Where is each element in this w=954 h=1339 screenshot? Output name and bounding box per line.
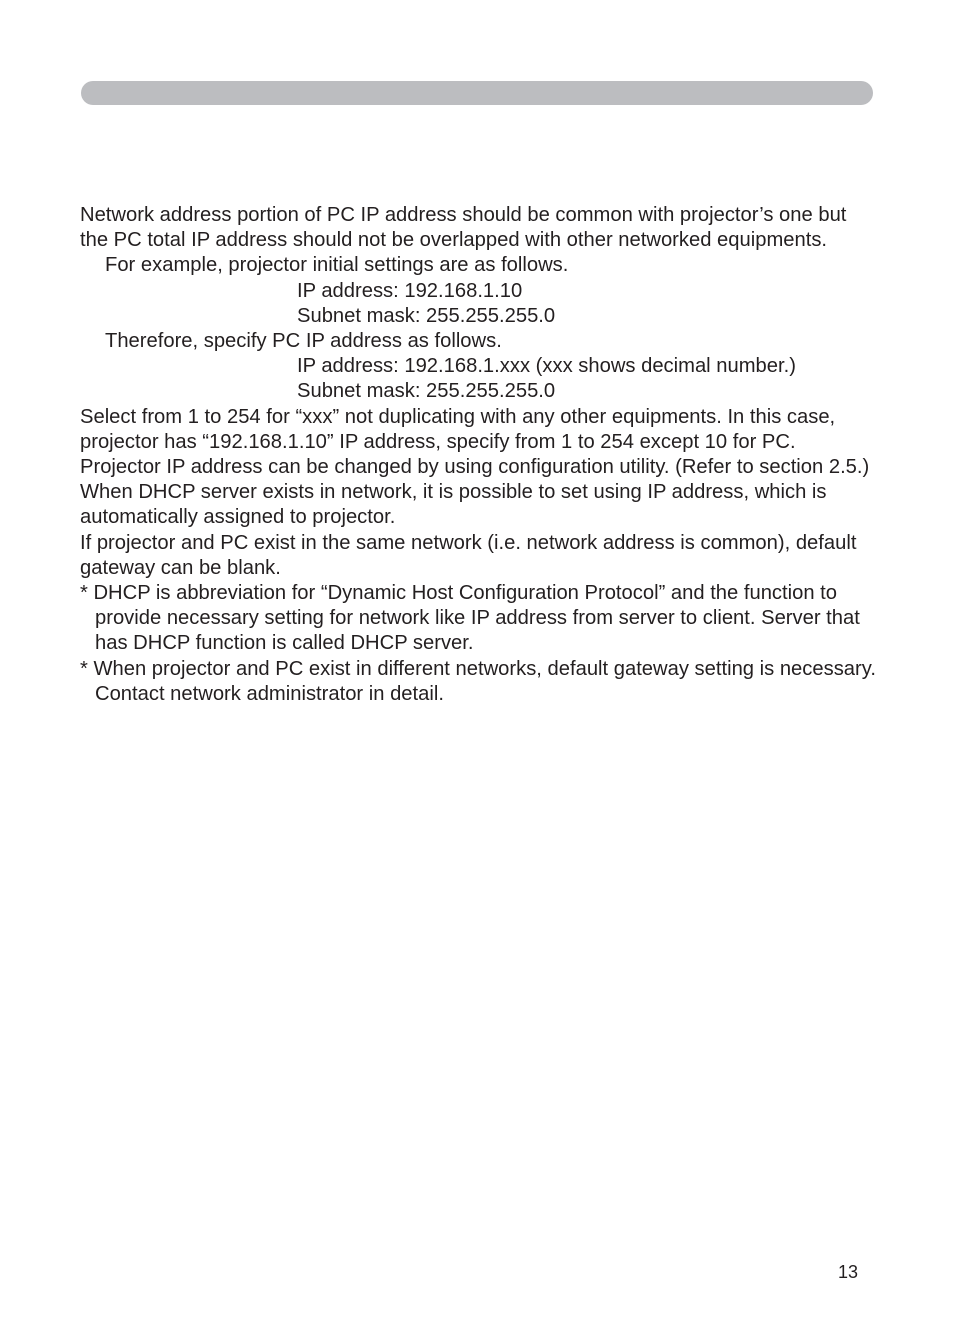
paragraph-example-intro: For example, projector initial settings are as follows. [105, 254, 569, 277]
paragraph-network-address: Network address portion of PC IP address should be common with projector’s one but the PC total IP address should not be overlapped with other networked equipments. [80, 204, 847, 252]
pc-ip-address: IP address: 192.168.1.xxx (xxx shows decimal number.) [297, 355, 796, 378]
projector-subnet-mask: Subnet mask: 255.255.255.0 [297, 304, 556, 327]
page-number: 13 [838, 1262, 859, 1282]
note-dhcp-definition: * DHCP is abbreviation for “Dynamic Host Configuration Protocol” and the function to provide necessary setting for network like IP address from server to client. Server that has DHCP function is called DHCP server. [80, 582, 860, 655]
projector-ip-address: IP address: 192.168.1.10 [297, 279, 523, 302]
body-text [80, 203, 880, 707]
note-different-networks: * When projector and PC exist in different networks, default gateway setting is necessary. Contact network administrator in detail. [80, 657, 876, 705]
pc-subnet-mask: Subnet mask: 255.255.255.0 [297, 380, 556, 403]
paragraph-default-gateway: If projector and PC exist in the same network (i.e. network address is common), default gateway can be blank. [80, 531, 857, 579]
paragraph-dhcp-server: When DHCP server exists in network, it is possible to set using IP address, which is automatically assigned to projector. [80, 481, 827, 529]
paragraph-select-range: Select from 1 to 254 for “xxx” not duplicating with any other equipments. In this case, projector has “192.168.1.10” IP address, specify from 1 to 254 except 10 for PC. [80, 405, 836, 453]
section-header-bar [81, 81, 873, 105]
paragraph-config-utility: Projector IP address can be changed by using configuration utility. (Refer to section 2.5.) [80, 456, 870, 479]
paragraph-specify-pc: Therefore, specify PC IP address as follows. [105, 330, 502, 353]
